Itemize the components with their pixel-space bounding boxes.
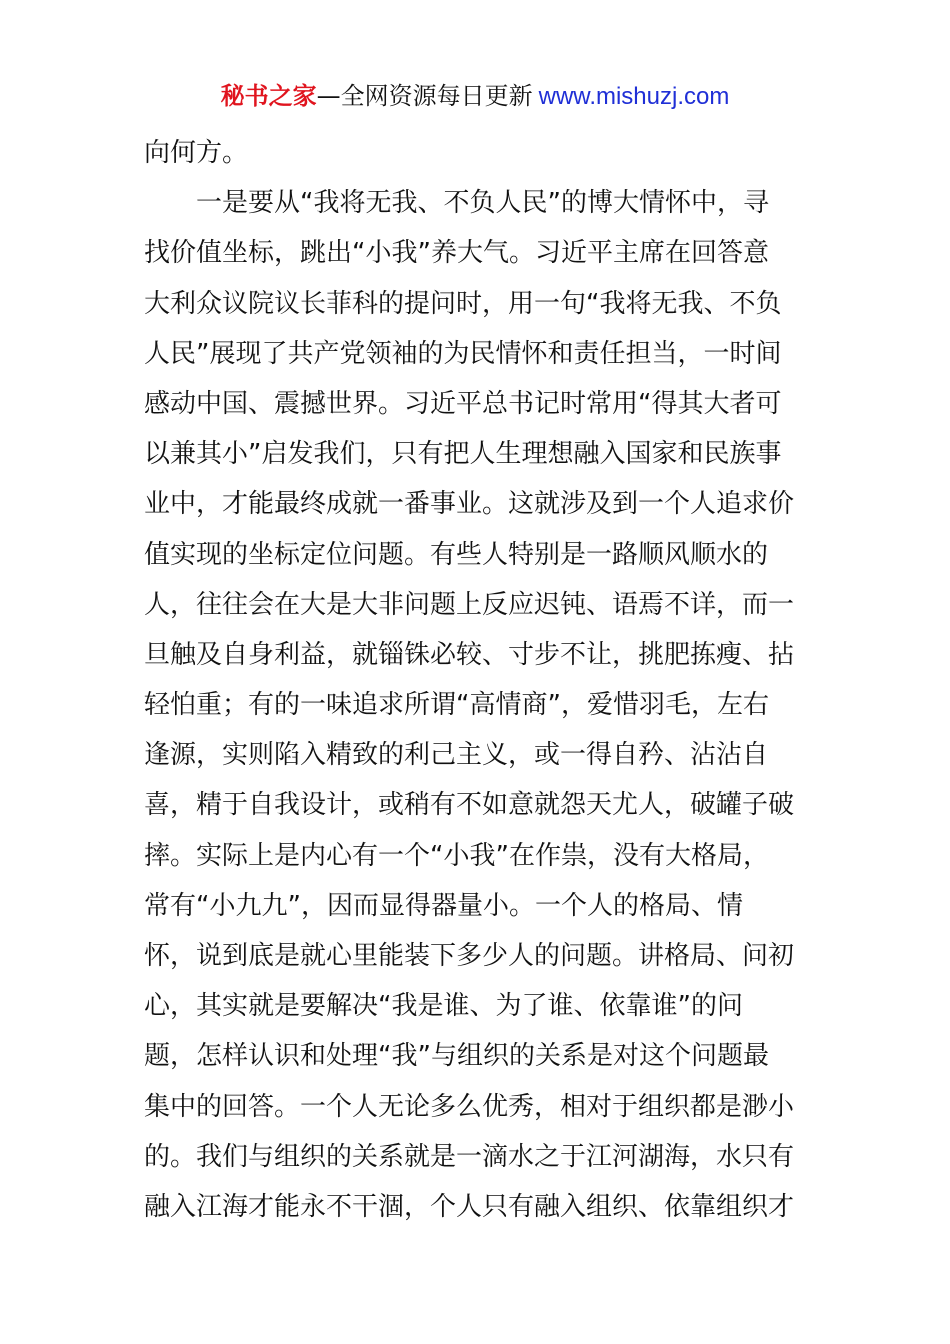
text-line: 题，怎样认识和处理“我”与组织的关系是对这个问题最 [144,1041,769,1072]
paragraph-start-line: 一是要从“我将无我、不负人民”的博大情怀中，寻 [196,188,769,219]
text-line: 集中的回答。一个人无论多么优秀，相对于组织都是渺小 [144,1091,795,1122]
site-url-link[interactable]: www.mishuzj.com [538,83,730,110]
text-line: 大利众议院议长菲科的提问时，用一句“我将无我、不负 [144,288,782,319]
text-line: 常有“小九九”，因而显得器量小。一个人的格局、情 [144,890,743,921]
text-line: 摔。实际上是内心有一个“小我”在作祟，没有大格局， [144,840,769,871]
text-line: 心，其实就是要解决“我是谁、为了谁、依靠谁”的问 [144,991,743,1022]
text-line: 人民”展现了共产党领袖的为民情怀和责任担当，一时间 [144,338,782,369]
text-line: 值实现的坐标定位问题。有些人特别是一路顺风顺水的 [144,539,769,570]
text-line: 找价值坐标，跳出“小我”养大气。习近平主席在回答意 [144,238,769,269]
text-line: 逢源，实则陷入精致的利己主义，或一得自矜、沾沾自 [144,740,769,771]
text-line: 人，往往会在大是大非问题上反应迟钝、语焉不详，而一 [144,589,795,620]
text-line: 融入江海才能永不干涸，个人只有融入组织、依靠组织才 [144,1191,795,1222]
brand-name: 秘书之家 [220,82,317,110]
text-line: 旦触及自身利益，就锱铢必较、寸步不让，挑肥拣瘦、拈 [144,639,795,670]
document-body [144,128,809,1232]
text-line: 向何方。 [144,138,249,168]
header-tagline: —全网资源每日更新 [316,82,533,110]
site-header [0,80,950,113]
text-line: 感动中国、震撼世界。习近平总书记时常用“得其大者可 [144,388,782,419]
text-line: 业中，才能最终成就一番事业。这就涉及到一个人追求价 [144,489,795,520]
text-line: 以兼其小”启发我们，只有把人生理想融入国家和民族事 [144,439,782,470]
text-line: 怀，说到底是就心里能装下多少人的问题。讲格局、问初 [144,941,795,971]
text-line: 的。我们与组织的关系就是一滴水之于江河湖海，水只有 [144,1141,795,1172]
text-line: 轻怕重；有的一味追求所谓“高情商”，爱惜羽毛，左右 [144,690,769,721]
text-line: 喜，精于自我设计，或稍有不如意就怨天尤人，破罐子破 [144,790,795,821]
